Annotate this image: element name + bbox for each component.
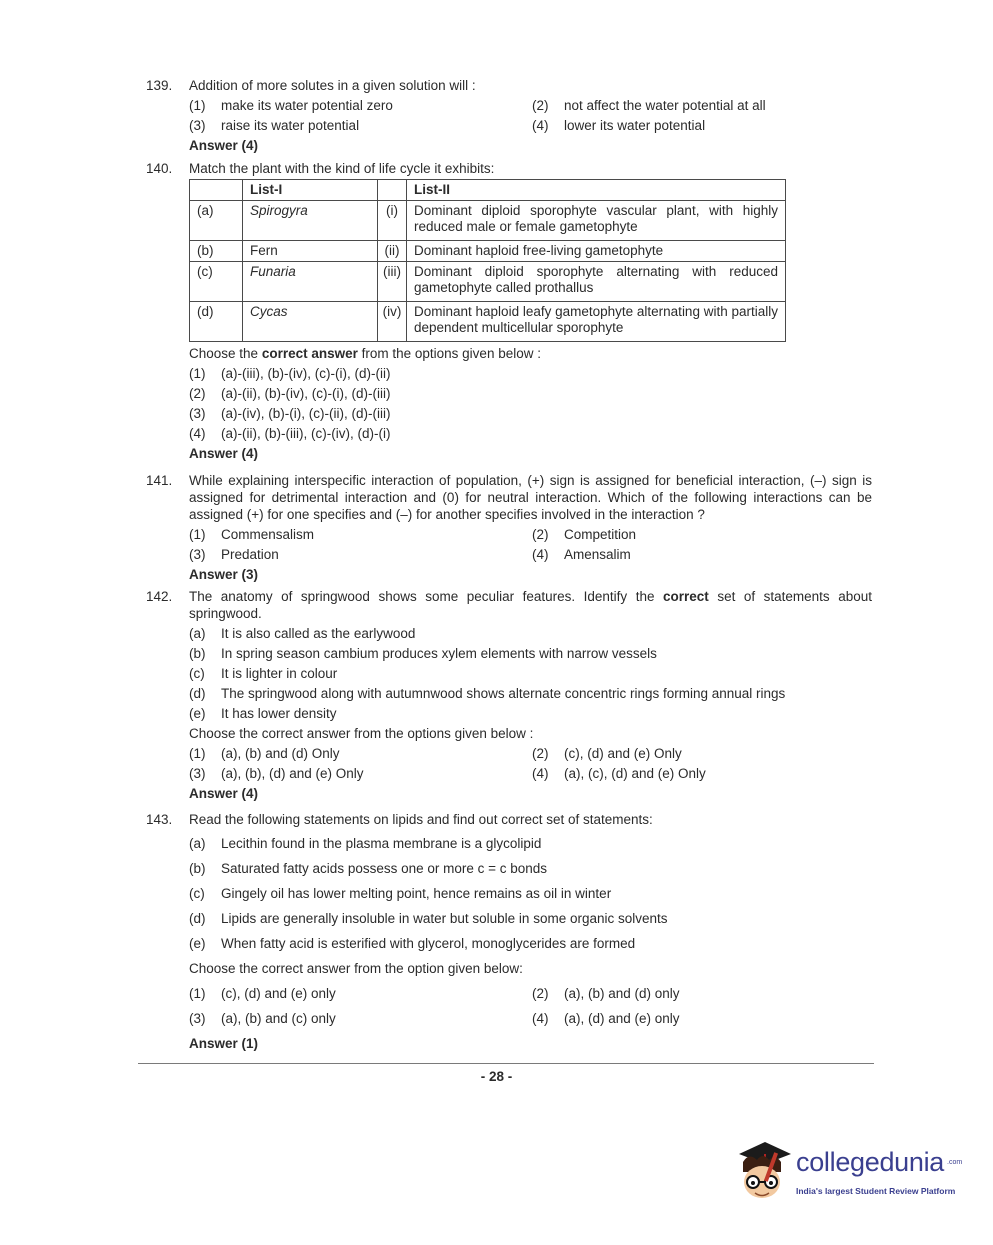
option-text: (c), (d) and (e) Only — [564, 746, 682, 761]
option-text: Predation — [221, 547, 279, 562]
option-label: (2) — [532, 98, 549, 113]
statement-label: (a) — [189, 626, 206, 641]
option-label: (1) — [189, 366, 206, 381]
choose-text: Choose the — [189, 346, 262, 361]
brand-suffix: .com — [947, 1159, 963, 1166]
option-text: raise its water potential — [221, 118, 360, 133]
answer: Answer (4) — [189, 138, 259, 153]
question-number: 142. — [146, 589, 173, 604]
brand-tagline: India's largest Student Review Platform — [796, 1186, 956, 1196]
answer: Answer (4) — [189, 446, 259, 461]
row-key: (c) — [190, 262, 243, 302]
question-text: While explaining interspecific interaction of population, (+) sign is assigned for beneficial interaction, (–) sign is assigned for detrimental interaction and (0) for neutral interaction. Which of the following interactions can be assigned (+) for one specifies and (–) for another specifies involved in the interaction ? — [189, 473, 872, 522]
statement-text: Gingely oil has lower melting point, hence remains as oil in winter — [221, 886, 612, 901]
row-roman: (iii) — [378, 262, 407, 302]
statement-label: (b) — [189, 646, 206, 661]
option-text: lower its water potential — [564, 118, 706, 133]
question-text: Match the plant with the kind of life cycle it exhibits: — [189, 161, 495, 176]
match-table — [189, 179, 786, 342]
statement-text: In spring season cambium produces xylem elements with narrow vessels — [221, 646, 657, 661]
statement-label: (a) — [189, 836, 206, 851]
life-cycle-desc: Dominant diploid sporophyte alternating with reduced gametophyte called prothallus — [407, 262, 786, 302]
statement-label: (e) — [189, 706, 206, 721]
row-roman: (i) — [378, 201, 407, 241]
option-label: (2) — [189, 386, 206, 401]
answer: Answer (3) — [189, 567, 259, 582]
statement-text: The springwood along with autumnwood shows alternate concentric rings forming annual rings — [221, 686, 786, 701]
answer: Answer (1) — [189, 1036, 259, 1051]
option-label: (4) — [532, 766, 549, 781]
option-label: (1) — [189, 527, 206, 542]
question-number: 139. — [146, 78, 173, 93]
choose-instruction — [189, 344, 872, 364]
statement-label: (c) — [189, 886, 205, 901]
option-label: (3) — [189, 547, 206, 562]
statement-text: Lipids are generally insoluble in water but soluble in some organic solvents — [221, 911, 668, 926]
row-key: (a) — [190, 201, 243, 241]
statement-label: (d) — [189, 686, 206, 701]
option-text: (a), (b) and (d) only — [564, 986, 680, 1001]
statement-label: (d) — [189, 911, 206, 926]
option-text: (a)-(ii), (b)-(iv), (c)-(i), (d)-(iii) — [221, 386, 391, 401]
question-142 — [146, 588, 876, 804]
question-140 — [146, 160, 872, 464]
statement-text: It has lower density — [221, 706, 337, 721]
statement-text: Saturated fatty acids possess one or more c = c bonds — [221, 861, 548, 876]
plant-name: Funaria — [243, 262, 378, 302]
table-row — [190, 262, 786, 302]
option-text: Amensalim — [564, 547, 631, 562]
question-text-part: set of statements about springwood. — [189, 589, 876, 621]
question-text: Read the following statements on lipids and find out correct set of statements: — [189, 812, 653, 827]
option-label: (1) — [189, 98, 206, 113]
option-text: Competition — [564, 527, 637, 542]
option-label: (4) — [532, 118, 549, 133]
life-cycle-desc: Dominant haploid leafy gametophyte alternating with partially dependent multicellular sporophyte — [407, 302, 786, 342]
plant-name: Cycas — [243, 302, 378, 342]
statement-label: (b) — [189, 861, 206, 876]
option-text: not affect the water potential at all — [564, 98, 766, 113]
plant-name: Spirogyra — [243, 201, 378, 241]
plant-name: Fern — [243, 241, 378, 262]
option-label: (2) — [532, 986, 549, 1001]
statement-text: It is lighter in colour — [221, 666, 338, 681]
choose-text: from the options given below : — [357, 346, 541, 361]
statement-text: When fatty acid is esterified with glycerol, monoglycerides are formed — [221, 936, 636, 951]
option-text: (a)-(iv), (b)-(i), (c)-(ii), (d)-(iii) — [221, 406, 391, 421]
answer: Answer (4) — [189, 786, 259, 801]
statement-label: (e) — [189, 936, 206, 951]
option-label: (3) — [189, 766, 206, 781]
option-text: (a)-(ii), (b)-(iii), (c)-(iv), (d)-(i) — [221, 426, 391, 441]
question-143 — [146, 811, 872, 1056]
option-label: (4) — [189, 426, 206, 441]
life-cycle-desc: Dominant haploid free-living gametophyte — [407, 241, 786, 262]
question-text-part: The anatomy of springwood shows some peculiar features. Identify the — [189, 589, 664, 604]
question-number: 140. — [146, 161, 173, 176]
statement-text: It is also called as the earlywood — [221, 626, 416, 641]
option-text: (a), (b) and (c) only — [221, 1011, 336, 1026]
list-1-header: List-I — [243, 180, 378, 201]
option-text: (a), (b), (d) and (e) Only — [221, 766, 364, 781]
row-key: (b) — [190, 241, 243, 262]
table-row — [190, 241, 786, 262]
page-number: - 28 - — [480, 1069, 513, 1084]
option-text: (a), (d) and (e) only — [564, 1011, 680, 1026]
option-text: Commensalism — [221, 527, 315, 542]
option-label: (2) — [532, 527, 549, 542]
choose-instruction: Choose the correct answer from the options given below : — [189, 726, 534, 741]
option-label: (3) — [189, 1011, 206, 1026]
choose-instruction: Choose the correct answer from the option given below: — [189, 961, 523, 976]
option-label: (4) — [532, 547, 549, 562]
question-number: 141. — [146, 473, 173, 488]
table-row — [190, 201, 786, 241]
table-row — [190, 302, 786, 342]
option-label: (4) — [532, 1011, 549, 1026]
list-2-header: List-II — [407, 180, 786, 201]
option-text: make its water potential zero — [221, 98, 393, 113]
life-cycle-desc: Dominant diploid sporophyte vascular plant, with highly reduced male or female gametophyte — [407, 201, 786, 241]
option-label: (3) — [189, 406, 206, 421]
question-text-bold: correct — [663, 589, 709, 604]
statement-text: Lecithin found in the plasma membrane is a glycolipid — [221, 836, 542, 851]
row-roman: (iv) — [378, 302, 407, 342]
statement-label: (c) — [189, 666, 205, 681]
option-text: (c), (d) and (e) only — [221, 986, 336, 1001]
option-label: (3) — [189, 118, 206, 133]
question-text — [189, 588, 876, 622]
row-key: (d) — [190, 302, 243, 342]
option-text: (a), (b) and (d) Only — [221, 746, 340, 761]
option-text: (a)-(iii), (b)-(iv), (c)-(i), (d)-(ii) — [221, 366, 391, 381]
option-label: (1) — [189, 986, 206, 1001]
question-141 — [146, 472, 872, 585]
option-text: (a), (c), (d) and (e) Only — [564, 766, 706, 781]
choose-bold: correct answer — [261, 346, 358, 361]
question-number: 143. — [146, 812, 173, 827]
row-roman: (ii) — [378, 241, 407, 262]
option-label: (2) — [532, 746, 549, 761]
question-text: Addition of more solutes in a given solution will : — [189, 78, 476, 93]
brand-name: collegedunia — [796, 1147, 945, 1177]
option-label: (1) — [189, 746, 206, 761]
footer-divider — [138, 1063, 874, 1064]
question-139 — [146, 77, 872, 156]
